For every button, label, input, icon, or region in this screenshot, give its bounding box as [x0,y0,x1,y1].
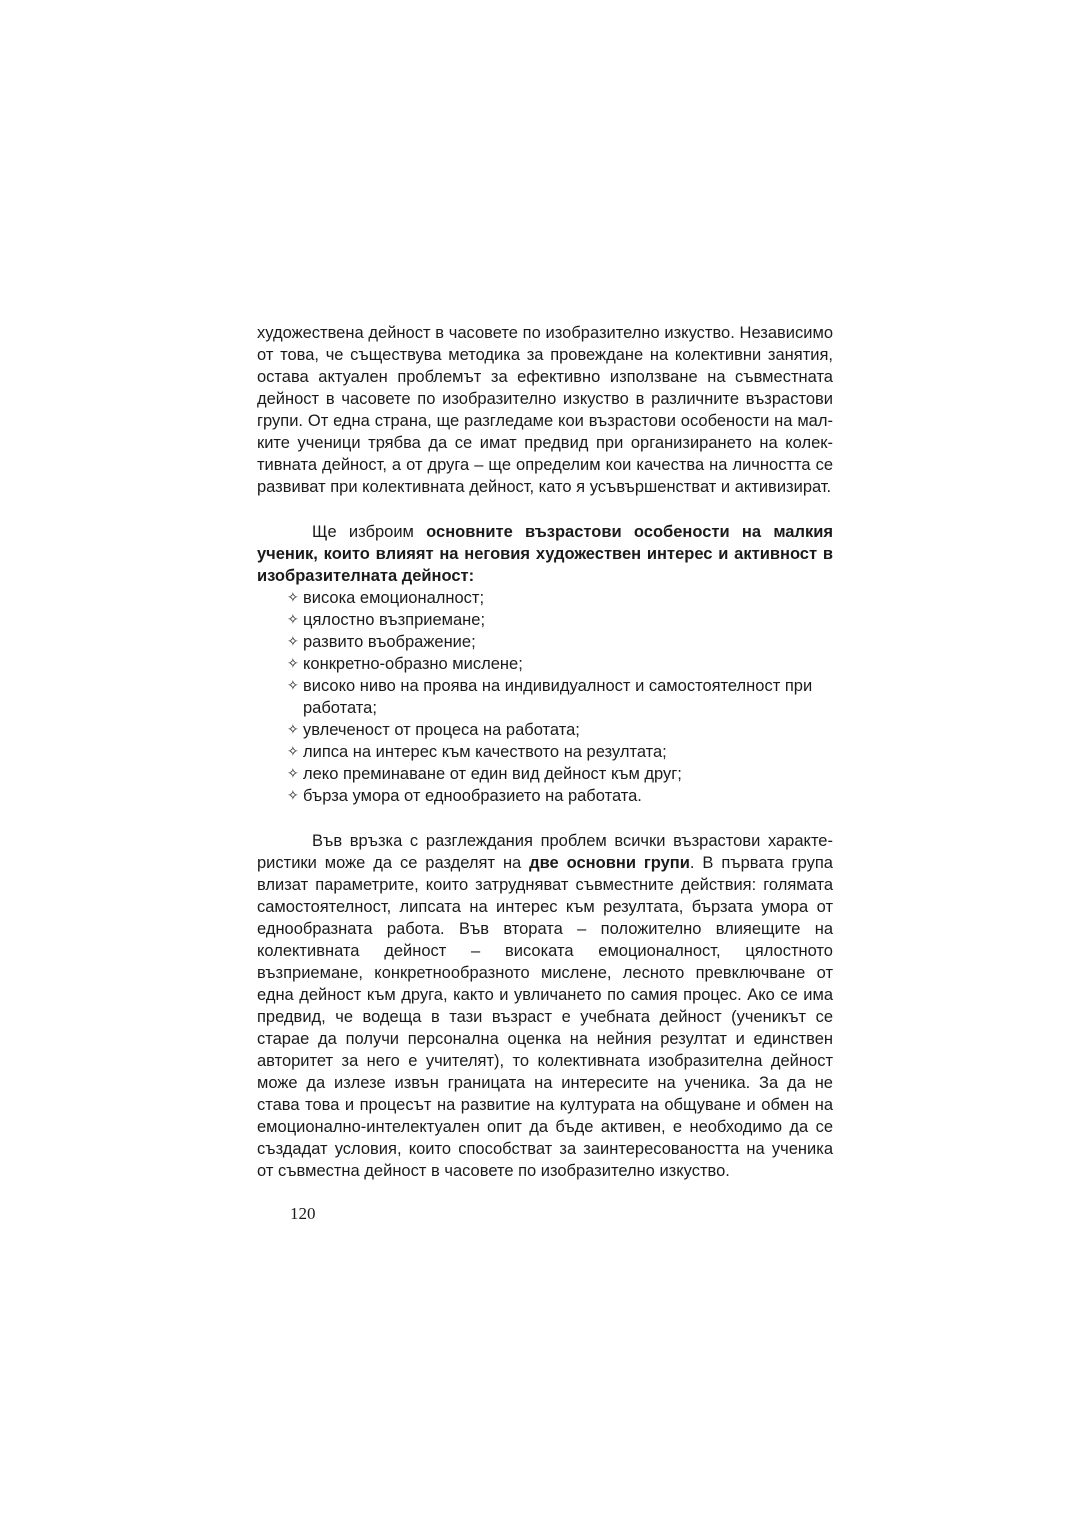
list-item [287,653,833,675]
list-item-text: бърза умора от еднообразието на работата. [303,787,642,805]
bullet-icon: ✧ [287,766,299,782]
list-item [287,741,833,763]
list-item [287,785,833,807]
bullet-icon: ✧ [287,678,299,694]
list-item [287,609,833,631]
final-paragraph-part2: . В първата група влизат параметрите, които затрудняват съвместните действия: голямата самостоятелност, липсата на интерес към резултата, бързата умора от еднообразната работа. Във втората – положително влияещите на колективната дейност – високата емоционалност, цялостното възприемане, конкретнообразното мислене, лесното превключване от една дейност към друга, както и увличането по самия процес. Ако се има предвид, че водеща в тази възраст е учебната дейност (ученикът се старае да получи персонална оценка на нейния резултат и единствен авторитет за него е учителят), то колективната изобразителна дейност може да излезе извън границата на интересите на ученика. За да не става това и процесът на развитие на културата на общуване и обмен на емоционално-интелектуален опит да бъде активен, е необходимо да се създадат условия, които способстват за заинтересоваността на ученика от съвместна дейност в часовете по изобразително изкуство. [257,854,833,1180]
list-item-text: развито въображение; [303,633,476,651]
list-item [287,675,833,719]
list-item [287,631,833,653]
bullet-icon: ✧ [287,722,299,738]
bullet-icon: ✧ [287,744,299,760]
list-item-text: увлеченост от процеса на работата; [303,721,580,739]
list-item-text: високо ниво на проява на индивидуалност и самостоятелност при работата; [303,677,813,717]
list-intro-prefix: Ще изброим [312,523,427,541]
final-paragraph [257,830,833,1182]
list-item-text: висока емоционалност; [303,589,485,607]
list-item [287,763,833,785]
intro-paragraph: художествена дейност в часовете по изобразително изкуство. Независимо от това, че съществува методика за провеждане на колективни занятия, остава актуален проблемът за ефективно използване на съвместната дейност в часовете по изобразително изкуство в различните възрастови групи. От една страна, ще разгледаме кои възрастови особености на малките ученици трябва да се имат предвид при организирането на колективната дейност, а от друга – ще определим кои качества на личността се развиват при колективната дейност, като я усъвършенстват и активизират. [257,324,833,496]
final-paragraph-part1: Във връзка с разглеждания проблем всички възрастови характеристики може да се разделят на [257,832,833,872]
bullet-icon: ✧ [287,634,299,650]
bullet-icon: ✧ [287,788,299,804]
list-intro-bold: основните възрастови особености на малкия ученик, които влияят на неговия художествен интерес и активност в изобразителната дейност: [257,523,833,585]
list-intro-paragraph [257,521,833,587]
list-item-text: цялостно възприемане; [303,611,486,629]
list-item-text: конкретно-образно мислене; [303,655,523,673]
final-paragraph-bold: две основни групи [529,854,690,872]
list-item [287,587,833,609]
bullet-icon: ✧ [287,590,299,606]
bullet-icon: ✧ [287,656,299,672]
list-item-text: леко преминаване от един вид дейност към друг; [303,765,682,783]
age-features-list [257,587,833,807]
bullet-icon: ✧ [287,612,299,628]
body-text [257,322,833,1182]
list-item-text: липса на интерес към качеството на резултата; [303,743,667,761]
list-item [287,719,833,741]
page-number: 120 [290,1204,316,1223]
